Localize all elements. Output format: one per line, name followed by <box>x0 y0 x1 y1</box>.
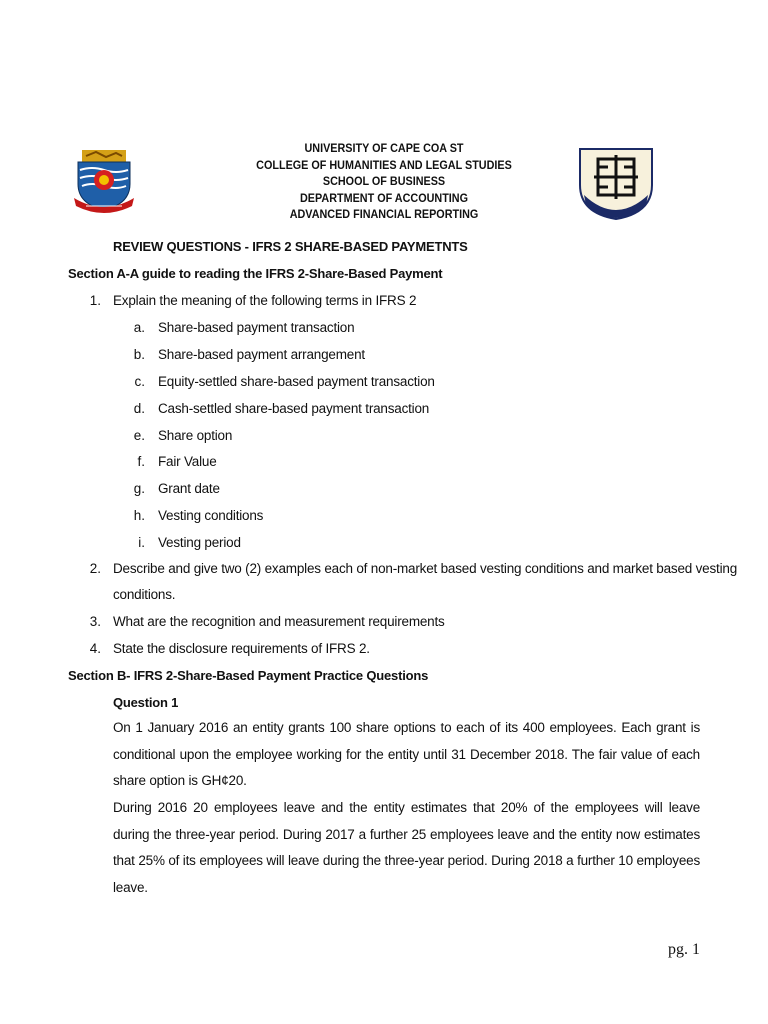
department-name: DEPARTMENT OF ACCOUNTING <box>300 190 468 205</box>
list-item: Grant date <box>158 481 220 496</box>
list-item-letter: e. <box>133 428 145 443</box>
university-name: UNIVERSITY OF CAPE COA ST <box>304 141 464 155</box>
list-item-letter: h. <box>133 508 145 523</box>
section-b-heading: Section B- IFRS 2-Share-Based Payment Practice Questions <box>68 668 429 683</box>
list-item: Cash-settled share-based payment transaction <box>158 401 430 416</box>
question-number: 3. <box>89 614 101 629</box>
list-item-letter: a. <box>133 320 145 335</box>
school-name: SCHOOL OF BUSINESS <box>322 174 446 188</box>
question-title: Question 1 <box>113 695 179 710</box>
question-paragraph-2: During 2016 20 employees leave and the entity estimates that 20% of the employees will leave during the three-year period. During 2017 a further 25 employees leave and the entity now estimates that 25% of its employees will leave during the three-year period. During 2018 a further 10 employees leave. <box>113 800 700 895</box>
document-title: REVIEW QUESTIONS - IFRS 2 SHARE-BASED PAYMETNTS <box>113 239 468 254</box>
question-3-text: What are the recognition and measurement requirements <box>113 614 445 629</box>
list-item-letter: c. <box>134 374 145 389</box>
list-item: Equity-settled share-based payment transaction <box>158 374 435 389</box>
list-item-letter: g. <box>133 481 145 496</box>
course-name: ADVANCED FINANCIAL REPORTING <box>289 207 479 221</box>
college-name: COLLEGE OF HUMANITIES AND LEGAL STUDIES <box>256 157 512 172</box>
list-item-letter: i. <box>138 535 145 550</box>
list-item: Vesting period <box>158 535 241 550</box>
list-item: Share-based payment arrangement <box>158 347 365 362</box>
page-number: pg. 1 <box>668 941 700 958</box>
question-2-text-line2: conditions. <box>113 587 176 602</box>
list-item: Vesting conditions <box>158 508 264 523</box>
question-number: 1. <box>89 293 101 308</box>
section-a-heading: Section A-A guide to reading the IFRS 2-Share-Based Payment <box>68 266 443 281</box>
list-item: Fair Value <box>158 454 217 469</box>
document-header <box>150 140 618 223</box>
question-number: 2. <box>89 561 101 576</box>
university-crest-logo <box>72 148 136 216</box>
question-number: 4. <box>89 641 101 656</box>
question-1-text: Explain the meaning of the following terms in IFRS 2 <box>113 293 417 308</box>
list-item-letter: b. <box>133 347 145 362</box>
question-2-text-line1: Describe and give two (2) examples each of non-market based vesting conditions and market based vesting <box>113 561 737 576</box>
list-item: Share option <box>158 428 233 443</box>
list-item-letter: d. <box>133 401 145 416</box>
question-4-text: State the disclosure requirements of IFRS 2. <box>113 641 370 656</box>
list-item-letter: f. <box>137 454 145 469</box>
question-paragraph-1: On 1 January 2016 an entity grants 100 share options to each of its 400 employees. Each grant is conditional upon the employee working for the entity until 31 December 2018. The fair value of each share option is GH¢20. <box>113 720 700 788</box>
list-item: Share-based payment transaction <box>158 320 355 335</box>
